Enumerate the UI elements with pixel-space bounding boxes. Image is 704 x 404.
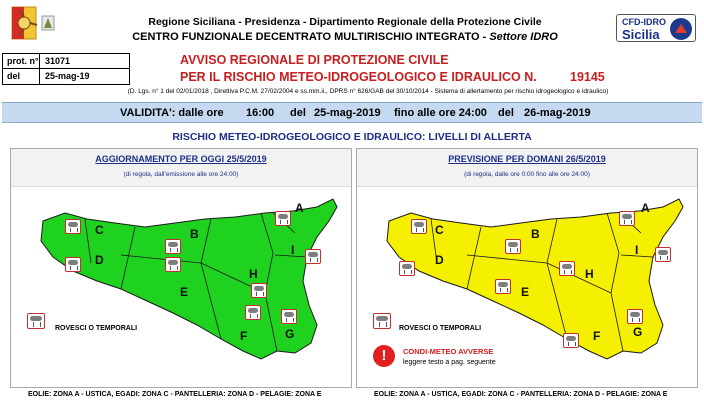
protocol-box [2, 53, 130, 85]
footer-islands-today: EOLIE: ZONA A - USTICA, EGADI: ZONA C - PANTELLERIA: ZONA D - PELAGIE: ZONA E [28, 391, 322, 398]
zone-label-f: F [593, 329, 601, 343]
storm-icon [563, 333, 579, 348]
zone-label-d: D [95, 253, 104, 267]
avviso-number: 19145 [570, 70, 605, 84]
storm-icon [495, 279, 511, 294]
zone-label-d: D [435, 253, 444, 267]
validity-bar: VALIDITA': dalle ore 16:00 del 25-mag-2019 fino alle ore 24:00 del 26-mag-2019 [2, 102, 702, 123]
cfd-idro-logo: CFD-IDRO Sicilia [616, 14, 696, 42]
zone-label-b: B [190, 227, 199, 241]
storm-icon [399, 261, 415, 276]
date-value: 25-mag-19 [45, 71, 90, 81]
storm-icon [281, 309, 297, 324]
prot-label: prot. n° [7, 56, 39, 66]
zone-label-c: C [435, 223, 444, 237]
date-label: del [7, 71, 21, 81]
zone-label-i: I [291, 243, 295, 257]
storm-icon [245, 305, 261, 320]
legend-label: ROVESCI O TEMPORALI [55, 325, 138, 332]
panel-today [10, 148, 352, 388]
alert-subtitle: leggere testo a pag. seguente [403, 359, 496, 366]
storm-icon [505, 239, 521, 254]
zone-label-h: H [585, 267, 594, 281]
prot-value: 31071 [45, 56, 71, 66]
zone-label-g: G [633, 325, 643, 339]
zone-label-h: H [249, 267, 258, 281]
panel-tomorrow-title: PREVISIONE PER DOMANI 26/5/2019 [448, 154, 606, 164]
sicily-map-tomorrow [371, 193, 687, 369]
legal-reference: (D. Lgs. n° 1 del 02/01/2018 , Direttiva P.C.M. 27/02/2004 e ss.mm.ii., DPRS n° 626/GAB del 30/10/2014 - Sistema di allertamento per rischio idrogeologico e idraulico) [127, 88, 609, 95]
panel-today-title: AGGIORNAMENTO PER OGGI 25/5/2019 [95, 154, 267, 164]
storm-icon [655, 247, 671, 262]
zone-label-c: C [95, 223, 104, 237]
zone-label-g: G [285, 327, 295, 341]
storm-icon [65, 219, 81, 234]
end-date: 26-mag-2019 [524, 107, 591, 119]
zone-label-b: B [531, 227, 540, 241]
header-center: CENTRO FUNZIONALE DECENTRATO MULTIRISCHIO INTEGRATO - Settore IDRO [132, 31, 558, 43]
storm-icon [627, 309, 643, 324]
regione-siciliana-logo [6, 4, 58, 44]
zone-label-e: E [180, 285, 189, 299]
footer-islands-tomorrow: EOLIE: ZONA A - USTICA, EGADI: ZONA C - PANTELLERIA: ZONA D - PELAGIE: ZONA E [374, 391, 668, 398]
sicily-map-today [25, 193, 341, 369]
storm-icon [65, 257, 81, 272]
legend-storm-icon [373, 313, 391, 329]
storm-icon [165, 257, 181, 272]
section-title: RISCHIO METEO-IDROGEOLOGICO E IDRAULICO: LIVELLI DI ALLERTA [172, 131, 532, 143]
zone-label-a: A [641, 201, 650, 215]
storm-icon [251, 283, 267, 298]
zone-label-e: E [521, 285, 530, 299]
header-organization: Regione Siciliana - Presidenza - Dipartimento Regionale della Protezione Civile [148, 16, 542, 28]
avviso-title: AVVISO REGIONALE DI PROTEZIONE CIVILE [180, 53, 449, 67]
storm-icon [619, 211, 635, 226]
storm-icon [559, 261, 575, 276]
legend-label: ROVESCI O TEMPORALI [399, 325, 482, 332]
panel-tomorrow-subtitle: (di regola, dalle ore 0:00 fino alle ore 24:00) [464, 171, 590, 178]
start-time: 16:00 [246, 107, 275, 119]
storm-icon [411, 219, 427, 234]
exclamation-icon: ! [373, 345, 395, 367]
start-date: 25-mag-2019 [314, 107, 381, 119]
zone-label-i: I [635, 243, 639, 257]
alert-title: CONDI-METEO AVVERSE [403, 347, 494, 356]
legend-storm-icon [27, 313, 45, 329]
protezione-civile-seal-icon [670, 18, 692, 40]
storm-icon [165, 239, 181, 254]
panel-today-subtitle: (di regola, dall'emissione alle ore 24:00) [123, 171, 239, 178]
storm-icon [305, 249, 321, 264]
zone-label-f: F [240, 329, 248, 343]
zone-label-a: A [295, 201, 304, 215]
avviso-subtitle: PER IL RISCHIO METEO-IDROGEOLOGICO E IDRAULICO N. 19145 [180, 70, 605, 84]
panel-tomorrow [356, 148, 698, 388]
storm-icon [275, 211, 291, 226]
